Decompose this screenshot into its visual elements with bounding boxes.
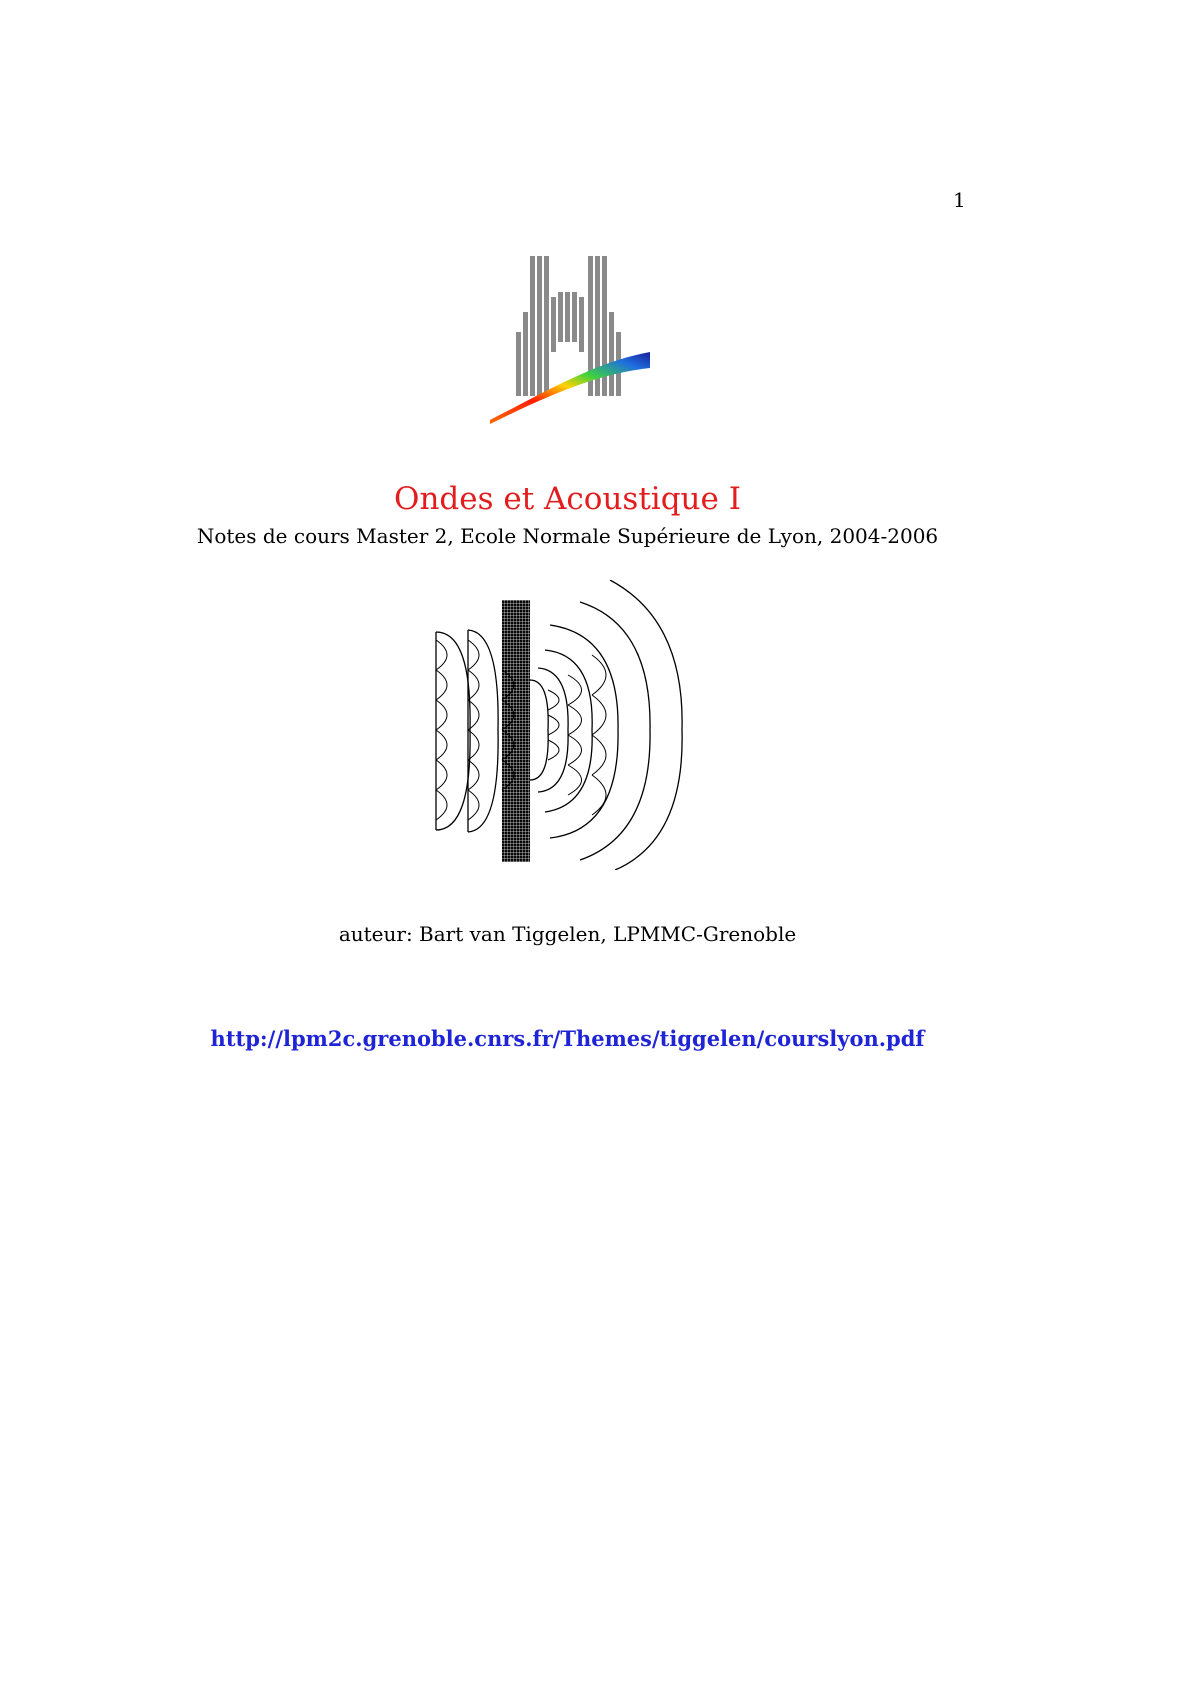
wave-diffraction-figure [430,580,720,870]
document-subtitle: Notes de cours Master 2, Ecole Normale Supérieure de Lyon, 2004-2006 [196,524,939,548]
author-line: auteur: Bart van Tiggelen, LPMMC-Grenoble [338,922,797,946]
document-title: Ondes et Acoustique I [394,481,741,517]
page-number: 1 [953,188,966,212]
course-pdf-link[interactable]: http://lpm2c.grenoble.cnrs.fr/Themes/tiggelen/courslyon.pdf [210,1026,925,1051]
institution-logo [485,252,665,427]
